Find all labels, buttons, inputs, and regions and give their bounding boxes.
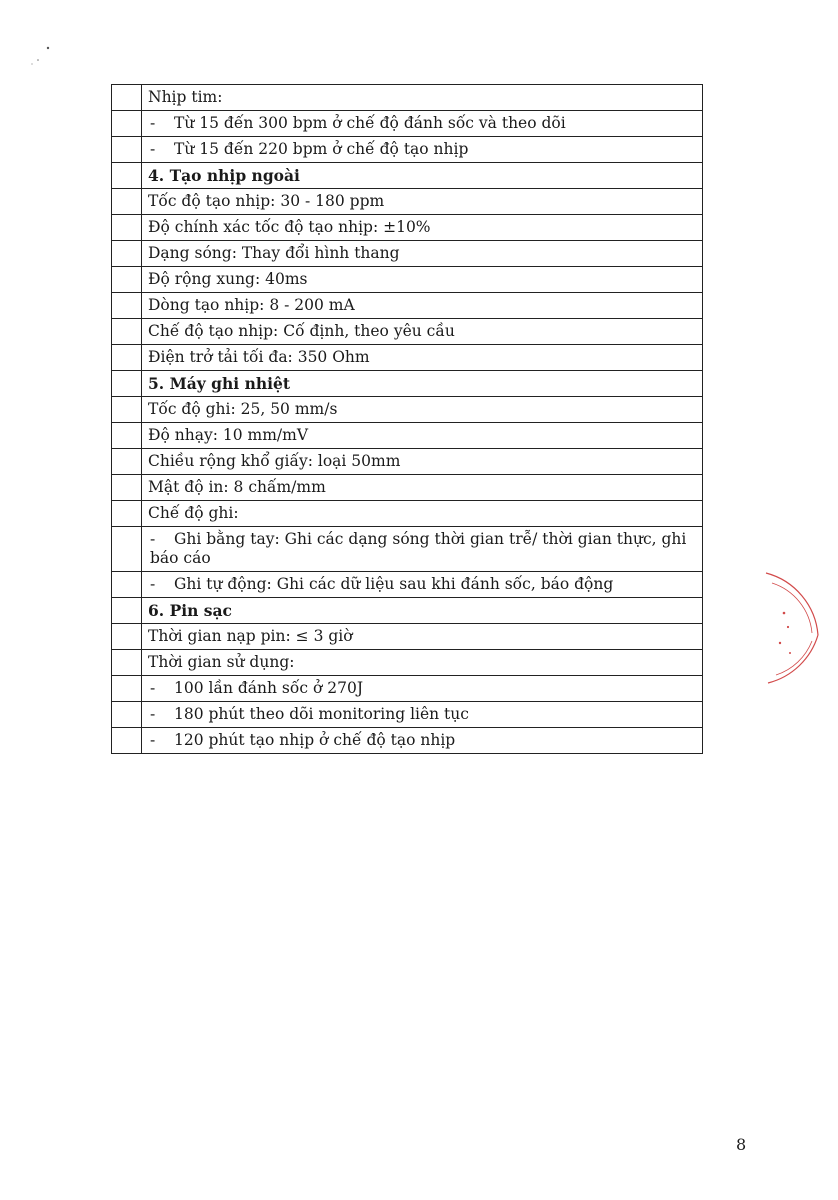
row-text: Từ 15 đến 300 bpm ở chế độ đánh sốc và theo dõi: [174, 114, 566, 132]
row-content-cell: [142, 345, 703, 371]
row-gutter-cell: [112, 572, 142, 598]
row-text: Ghi bằng tay: Ghi các dạng sóng thời gian trễ/ thời gian thực, ghi báo cáo: [150, 530, 687, 567]
row-content-cell: [142, 702, 703, 728]
row-content-cell: [142, 449, 703, 475]
row-content-cell: [142, 319, 703, 345]
spec-row: [112, 319, 703, 345]
row-gutter-cell: [112, 598, 142, 624]
spec-row: [112, 501, 703, 527]
row-content-cell: [142, 241, 703, 267]
row-content-cell: [142, 215, 703, 241]
row-text: Từ 15 đến 220 bpm ở chế độ tạo nhịp: [174, 140, 469, 158]
row-gutter-cell: [112, 267, 142, 293]
row-content-cell: [142, 163, 703, 189]
row-text: Thời gian sử dụng:: [148, 653, 295, 671]
row-text: Độ chính xác tốc độ tạo nhịp: ±10%: [148, 218, 431, 236]
row-content-cell: [142, 267, 703, 293]
row-content-cell: [142, 501, 703, 527]
spec-row: [112, 345, 703, 371]
row-content-cell: [142, 572, 703, 598]
row-gutter-cell: [112, 501, 142, 527]
row-text: Dòng tạo nhịp: 8 - 200 mA: [148, 296, 355, 314]
row-content-cell: [142, 475, 703, 501]
row-content-cell: [142, 371, 703, 397]
row-gutter-cell: [112, 189, 142, 215]
row-text: Điện trở tải tối đa: 350 Ohm: [148, 348, 370, 366]
row-gutter-cell: [112, 163, 142, 189]
row-text: Chiều rộng khổ giấy: loại 50mm: [148, 452, 401, 470]
spec-row: [112, 189, 703, 215]
row-text: Mật độ in: 8 chấm/mm: [148, 478, 326, 496]
spec-row: [112, 449, 703, 475]
row-content-cell: [142, 527, 703, 572]
spec-row: [112, 475, 703, 501]
row-gutter-cell: [112, 111, 142, 137]
section-heading-text: 5. Máy ghi nhiệt: [148, 374, 291, 393]
section-heading-row: [112, 598, 703, 624]
section-heading-row: [112, 371, 703, 397]
row-gutter-cell: [112, 702, 142, 728]
spec-row: [112, 85, 703, 111]
spec-row: [112, 241, 703, 267]
row-gutter-cell: [112, 137, 142, 163]
row-text: Chế độ ghi:: [148, 504, 239, 522]
bullet-dash: -: [150, 731, 156, 749]
row-text: Thời gian nạp pin: ≤ 3 giờ: [148, 627, 353, 645]
bullet-dash: -: [150, 530, 156, 548]
row-content-cell: [142, 189, 703, 215]
row-gutter-cell: [112, 371, 142, 397]
bullet-dash: -: [150, 140, 156, 158]
row-gutter-cell: [112, 345, 142, 371]
row-content-cell: [142, 423, 703, 449]
spec-row: [112, 423, 703, 449]
row-content-cell: [142, 137, 703, 163]
section-heading-text: 4. Tạo nhịp ngoài: [148, 166, 300, 185]
row-gutter-cell: [112, 449, 142, 475]
row-content-cell: [142, 676, 703, 702]
row-text: Nhịp tim:: [148, 88, 223, 106]
row-text: 120 phút tạo nhịp ở chế độ tạo nhịp: [174, 731, 456, 749]
row-text: Dạng sóng: Thay đổi hình thang: [148, 244, 400, 262]
page-number: 8: [736, 1135, 747, 1154]
row-gutter-cell: [112, 527, 142, 572]
bullet-row: [112, 676, 703, 702]
row-text: 100 lần đánh sốc ở 270J: [174, 679, 364, 697]
row-gutter-cell: [112, 475, 142, 501]
row-text: Độ rộng xung: 40ms: [148, 270, 308, 288]
bullet-row: [112, 728, 703, 754]
row-gutter-cell: [112, 397, 142, 423]
row-content-cell: [142, 728, 703, 754]
row-text: 180 phút theo dõi monitoring liên tục: [174, 705, 469, 723]
spec-row: [112, 293, 703, 319]
row-gutter-cell: [112, 85, 142, 111]
red-seal-stamp: [762, 565, 822, 685]
spec-row: [112, 397, 703, 423]
bullet-row: [112, 572, 703, 598]
row-content-cell: [142, 85, 703, 111]
row-gutter-cell: [112, 423, 142, 449]
row-gutter-cell: [112, 728, 142, 754]
row-text: Ghi tự động: Ghi các dữ liệu sau khi đánh sốc, báo động: [174, 575, 614, 593]
row-text: Chế độ tạo nhịp: Cố định, theo yêu cầu: [148, 322, 455, 340]
bullet-row: [112, 137, 703, 163]
spec-row: [112, 650, 703, 676]
row-content-cell: [142, 598, 703, 624]
row-content-cell: [142, 650, 703, 676]
spec-row: [112, 267, 703, 293]
row-gutter-cell: [112, 319, 142, 345]
row-content-cell: [142, 624, 703, 650]
row-gutter-cell: [112, 624, 142, 650]
scan-specks: [28, 44, 52, 68]
section-heading-text: 6. Pin sạc: [148, 601, 232, 620]
bullet-dash: -: [150, 114, 156, 132]
bullet-dash: -: [150, 575, 156, 593]
row-gutter-cell: [112, 293, 142, 319]
section-heading-row: [112, 163, 703, 189]
row-text: Tốc độ ghi: 25, 50 mm/s: [148, 400, 338, 418]
row-content-cell: [142, 397, 703, 423]
bullet-row: [112, 111, 703, 137]
row-gutter-cell: [112, 241, 142, 267]
row-gutter-cell: [112, 650, 142, 676]
spec-row: [112, 215, 703, 241]
row-content-cell: [142, 111, 703, 137]
bullet-dash: -: [150, 679, 156, 697]
bullet-dash: -: [150, 705, 156, 723]
row-content-cell: [142, 293, 703, 319]
row-text: Độ nhạy: 10 mm/mV: [148, 426, 309, 444]
bullet-row: [112, 527, 703, 572]
spec-row: [112, 624, 703, 650]
row-text: Tốc độ tạo nhịp: 30 - 180 ppm: [148, 192, 385, 210]
bullet-row: [112, 702, 703, 728]
row-gutter-cell: [112, 676, 142, 702]
row-gutter-cell: [112, 215, 142, 241]
specification-table: [111, 84, 703, 754]
